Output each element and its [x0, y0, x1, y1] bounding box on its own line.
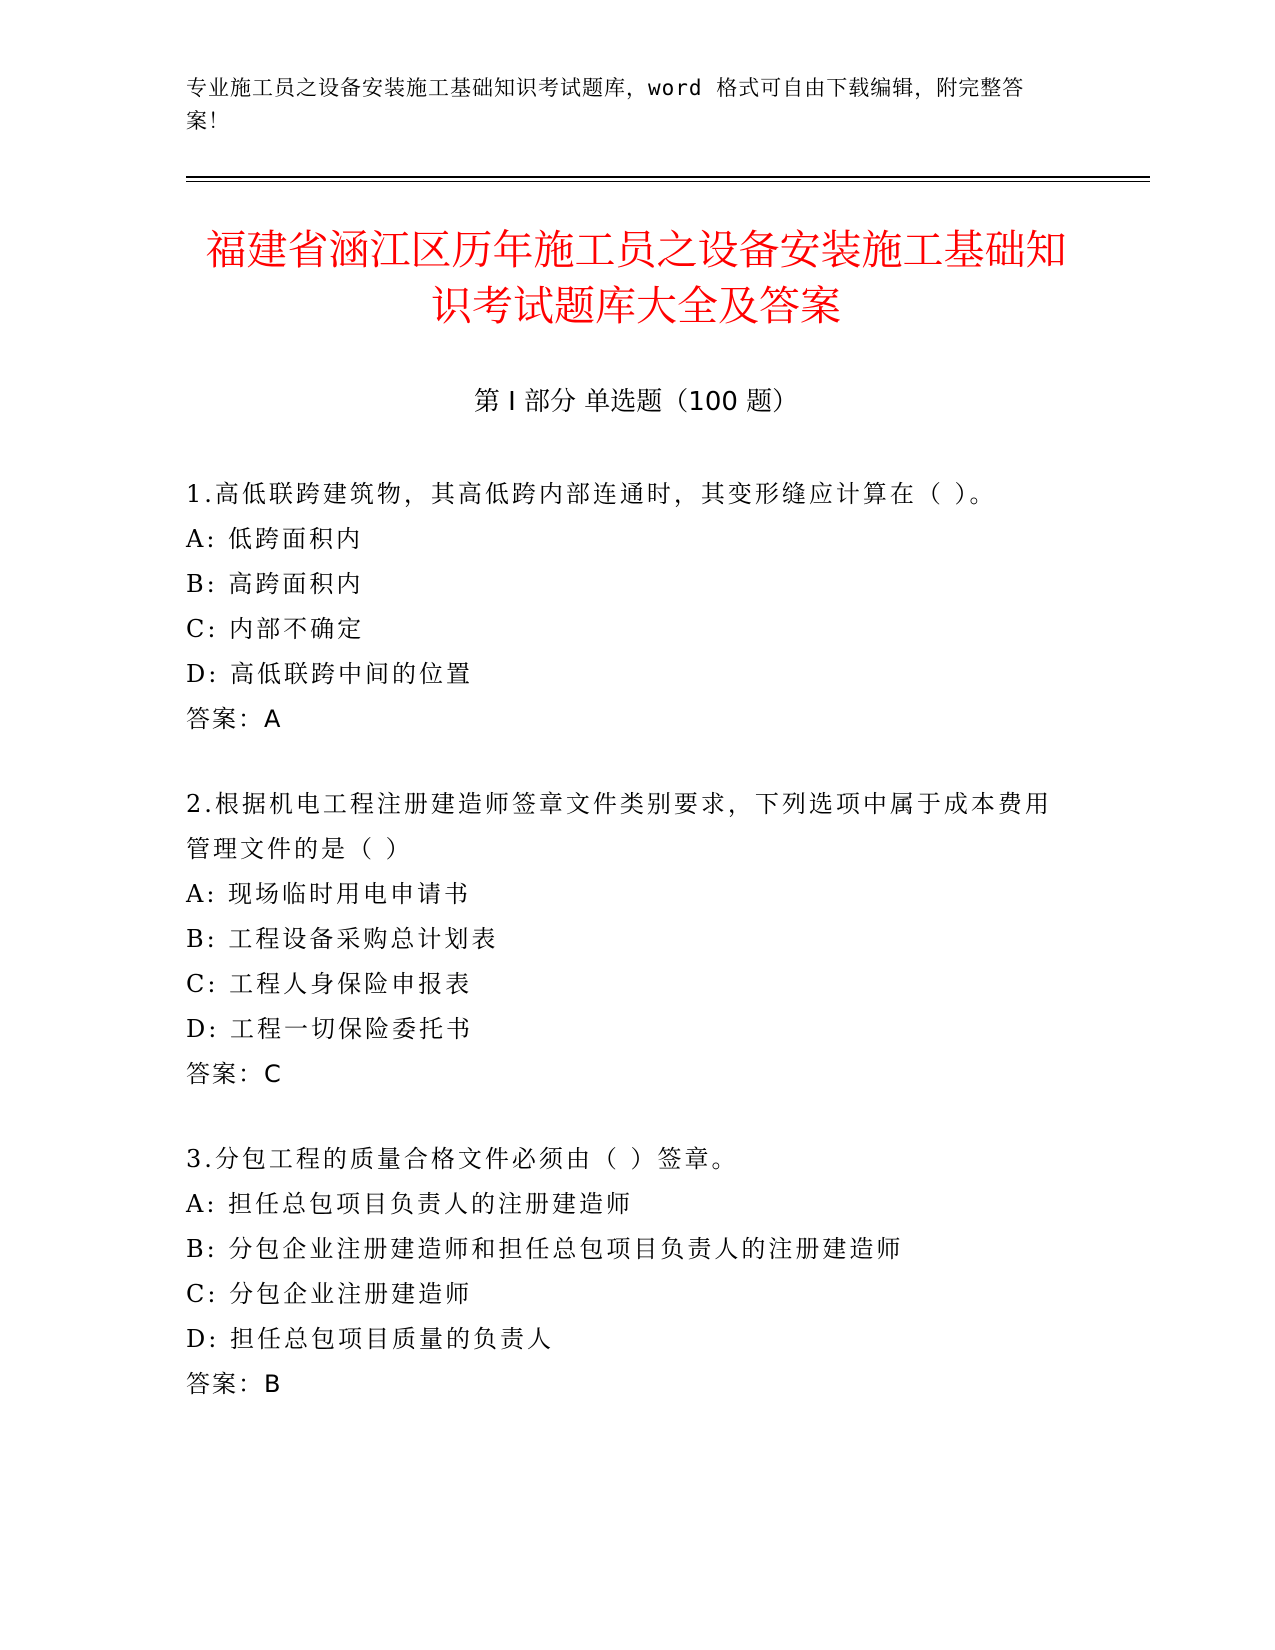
question-stem: 3.分包工程的质量合格文件必须由（ ）签章。	[186, 1145, 739, 1173]
question-stem: 2.根据机电工程注册建造师签章文件类别要求，下列选项中属于成本费用管理文件的是（ ）	[186, 790, 1052, 863]
option-b: B: 高跨面积内	[186, 570, 364, 598]
question-3	[186, 1137, 1086, 1407]
option-a: A: 低跨面积内	[186, 525, 364, 553]
document-title: 福建省涵江区历年施工员之设备安装施工基础知识考试题库大全及答案	[205, 226, 1067, 330]
option-a: A: 现场临时用电申请书	[186, 880, 472, 908]
option-a: A: 担任总包项目负责人的注册建造师	[186, 1190, 634, 1218]
section-title: 第 I 部分 单选题（100 题）	[473, 387, 799, 417]
question-1	[186, 472, 1086, 742]
question-list	[186, 472, 1086, 1447]
header-divider-thin	[186, 181, 1150, 182]
option-d: D: 工程一切保险委托书	[186, 1015, 473, 1043]
question-2	[186, 782, 1086, 1097]
option-c: C: 工程人身保险申报表	[186, 970, 473, 998]
question-stem: 1.高低联跨建筑物，其高低跨内部连通时，其变形缝应计算在（ ）。	[186, 480, 997, 508]
answer: 答案：C	[186, 1060, 283, 1088]
option-b: B: 分包企业注册建造师和担任总包项目负责人的注册建造师	[186, 1235, 904, 1263]
option-c: C: 分包企业注册建造师	[186, 1280, 473, 1308]
option-d: D: 高低联跨中间的位置	[186, 660, 473, 688]
option-d: D: 担任总包项目质量的负责人	[186, 1325, 554, 1353]
option-b: B: 工程设备采购总计划表	[186, 925, 499, 953]
answer: 答案：A	[186, 705, 283, 733]
option-c: C: 内部不确定	[186, 615, 365, 643]
header-note: 专业施工员之设备安装施工基础知识考试题库，word 格式可自由下载编辑，附完整答案！	[186, 76, 1025, 133]
answer: 答案：B	[186, 1370, 283, 1398]
header-divider-thick	[186, 176, 1150, 178]
